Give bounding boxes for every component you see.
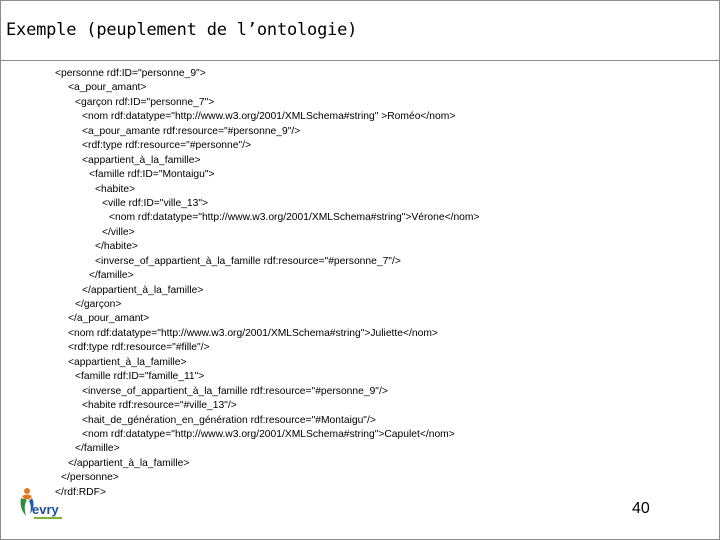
code-line: </rdf:RDF> — [55, 486, 106, 498]
code-line: </appartient_à_la_famille> — [68, 457, 190, 469]
code-line: </personne> — [61, 472, 119, 484]
code-line: <nom rdf:datatype="http://www.w3.org/2001/XMLSchema#string">Juliette</nom> — [68, 327, 438, 339]
code-line: <habite rdf:resource="#ville_13"/> — [82, 400, 237, 412]
evry-logo — [18, 484, 70, 524]
code-line: </ville> — [102, 226, 135, 238]
code-line: <appartient_à_la_famille> — [68, 356, 187, 368]
code-line: </a_pour_amant> — [68, 313, 150, 325]
code-line: <inverse_of_appartient_à_la_famille rdf:resource="#personne_9"/> — [82, 385, 388, 397]
code-line: </habite> — [95, 241, 138, 253]
code-line: <rdf:type rdf:resource="#fille"/> — [68, 342, 210, 354]
code-line: <nom rdf:datatype="http://www.w3.org/2001/XMLSchema#string">Vérone</nom> — [109, 212, 480, 224]
page-number: 40 — [632, 500, 650, 517]
code-line: <nom rdf:datatype="http://www.w3.org/2001/XMLSchema#string">Capulet</nom> — [82, 428, 455, 440]
title-divider — [0, 60, 720, 61]
code-line: <ville rdf:ID="ville_13"> — [102, 197, 209, 209]
code-line: <personne rdf:ID="personne_9"> — [55, 68, 206, 79]
code-line: <garçon rdf:ID="personne_7"> — [75, 96, 215, 108]
slide-title: Exemple (peuplement de l’ontologie) — [6, 20, 358, 40]
code-line: <a_pour_amant> — [68, 82, 147, 94]
code-line: <a_pour_amante rdf:resource="#personne_9"/> — [82, 125, 301, 137]
rdf-code-block — [0, 67, 700, 500]
code-line: </famille> — [89, 270, 134, 282]
code-line: <nom rdf:datatype="http://www.w3.org/2001/XMLSchema#string" >Roméo</nom> — [82, 111, 456, 123]
code-line: <famille rdf:ID="Montaigu"> — [89, 169, 215, 181]
code-line: <habite> — [95, 183, 136, 195]
logo-text: evry — [32, 502, 59, 517]
code-line: <rdf:type rdf:resource="#personne"/> — [82, 140, 252, 152]
code-line: <inverse_of_appartient_à_la_famille rdf:resource="#personne_7"/> — [95, 255, 401, 267]
code-line: </appartient_à_la_famille> — [82, 284, 204, 296]
code-line: <famille rdf:ID="famille_11"> — [75, 371, 205, 383]
code-line: <hait_de_génération_en_génération rdf:resource="#Montaigu"/> — [82, 414, 376, 426]
code-line: </garçon> — [75, 299, 122, 310]
code-line: <appartient_à_la_famille> — [82, 154, 201, 166]
code-line: </famille> — [75, 443, 120, 455]
